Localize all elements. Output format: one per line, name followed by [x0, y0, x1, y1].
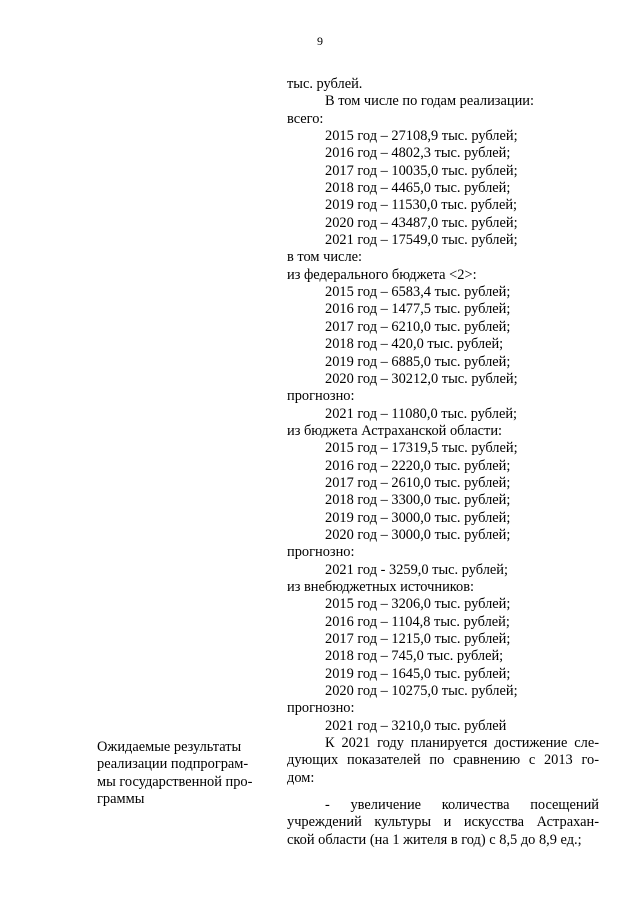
- year-line: 2015 год – 6583,4 тыс. рублей;: [325, 284, 511, 301]
- year-line: 2018 год – 745,0 тыс. рублей;: [325, 648, 504, 665]
- section-label: [97, 739, 257, 808]
- text-line: тыс. рублей.: [287, 76, 363, 92]
- paragraph-gap: [287, 787, 607, 797]
- year-line: 2020 год – 10275,0 тыс. рублей;: [325, 683, 518, 700]
- year-line: 2015 год – 17319,5 тыс. рублей;: [325, 440, 518, 457]
- results-line: - увеличение количества посещений: [325, 797, 599, 814]
- text-line: прогнозно:: [287, 700, 355, 717]
- budget-text-column: [287, 76, 607, 849]
- text-line: прогнозно:: [287, 544, 355, 561]
- year-line: 2017 год – 2610,0 тыс. рублей;: [325, 474, 511, 491]
- year-line: 2021 год - 3259,0 тыс. рублей;: [325, 561, 508, 578]
- year-line: 2020 год – 3000,0 тыс. рублей;: [325, 526, 511, 543]
- label-line: мы государственной про-: [97, 773, 253, 790]
- year-line: 2018 год – 420,0 тыс. рублей;: [325, 336, 504, 353]
- year-line: 2020 год – 43487,0 тыс. рублей;: [325, 214, 518, 231]
- results-line: учреждений культуры и искусства Астрахан-: [287, 814, 599, 831]
- label-line: Ожидаемые результаты: [97, 739, 242, 755]
- year-line: 2019 год – 3000,0 тыс. рублей;: [325, 509, 511, 526]
- year-line: 2021 год – 11080,0 тыс. рублей;: [325, 405, 518, 422]
- year-line: 2017 год – 10035,0 тыс. рублей;: [325, 162, 518, 179]
- year-line: 2021 год – 17549,0 тыс. рублей;: [325, 232, 518, 249]
- text-line: из бюджета Астраханской области:: [287, 422, 503, 439]
- year-line: 2015 год – 27108,9 тыс. рублей;: [325, 128, 518, 145]
- results-line: дующих показателей по сравнению с 2013 го-: [287, 752, 599, 769]
- results-line: К 2021 году планируется достижение сле-: [325, 735, 599, 752]
- text-line: из внебюджетных источников:: [287, 578, 475, 595]
- year-line: 2016 год – 2220,0 тыс. рублей;: [325, 457, 511, 474]
- year-line: 2017 год – 1215,0 тыс. рублей;: [325, 631, 511, 647]
- year-line: 2018 год – 3300,0 тыс. рублей;: [325, 492, 511, 509]
- label-line: граммы: [97, 791, 145, 808]
- year-line: 2015 год – 3206,0 тыс. рублей;: [325, 596, 511, 613]
- year-line: 2018 год – 4465,0 тыс. рублей;: [325, 180, 511, 197]
- year-line: 2016 год – 1104,8 тыс. рублей;: [325, 613, 510, 630]
- year-line: 2021 год – 3210,0 тыс. рублей: [325, 717, 507, 734]
- year-line: 2019 год – 1645,0 тыс. рублей;: [325, 665, 511, 682]
- text-line: прогнозно:: [287, 388, 355, 405]
- text-line: всего:: [287, 110, 324, 127]
- results-line: ской области (на 1 жителя в год) с 8,5 до 8,9 ед.;: [287, 831, 582, 848]
- text-line: в том числе:: [287, 249, 363, 266]
- year-line: 2016 год – 4802,3 тыс. рублей;: [325, 145, 511, 162]
- year-line: 2017 год – 6210,0 тыс. рублей;: [325, 318, 511, 335]
- text-line: из федерального бюджета <2>:: [287, 266, 477, 283]
- year-line: 2019 год – 6885,0 тыс. рублей;: [325, 353, 511, 370]
- year-line: 2020 год – 30212,0 тыс. рублей;: [325, 370, 518, 387]
- label-line: реализации подпрограм-: [97, 756, 249, 773]
- page-number: 9: [317, 34, 323, 48]
- year-line: 2019 год – 11530,0 тыс. рублей;: [325, 197, 518, 214]
- results-line: дом:: [287, 769, 315, 786]
- text-line: В том числе по годам реализации:: [325, 93, 534, 110]
- year-line: 2016 год – 1477,5 тыс. рублей;: [325, 301, 511, 318]
